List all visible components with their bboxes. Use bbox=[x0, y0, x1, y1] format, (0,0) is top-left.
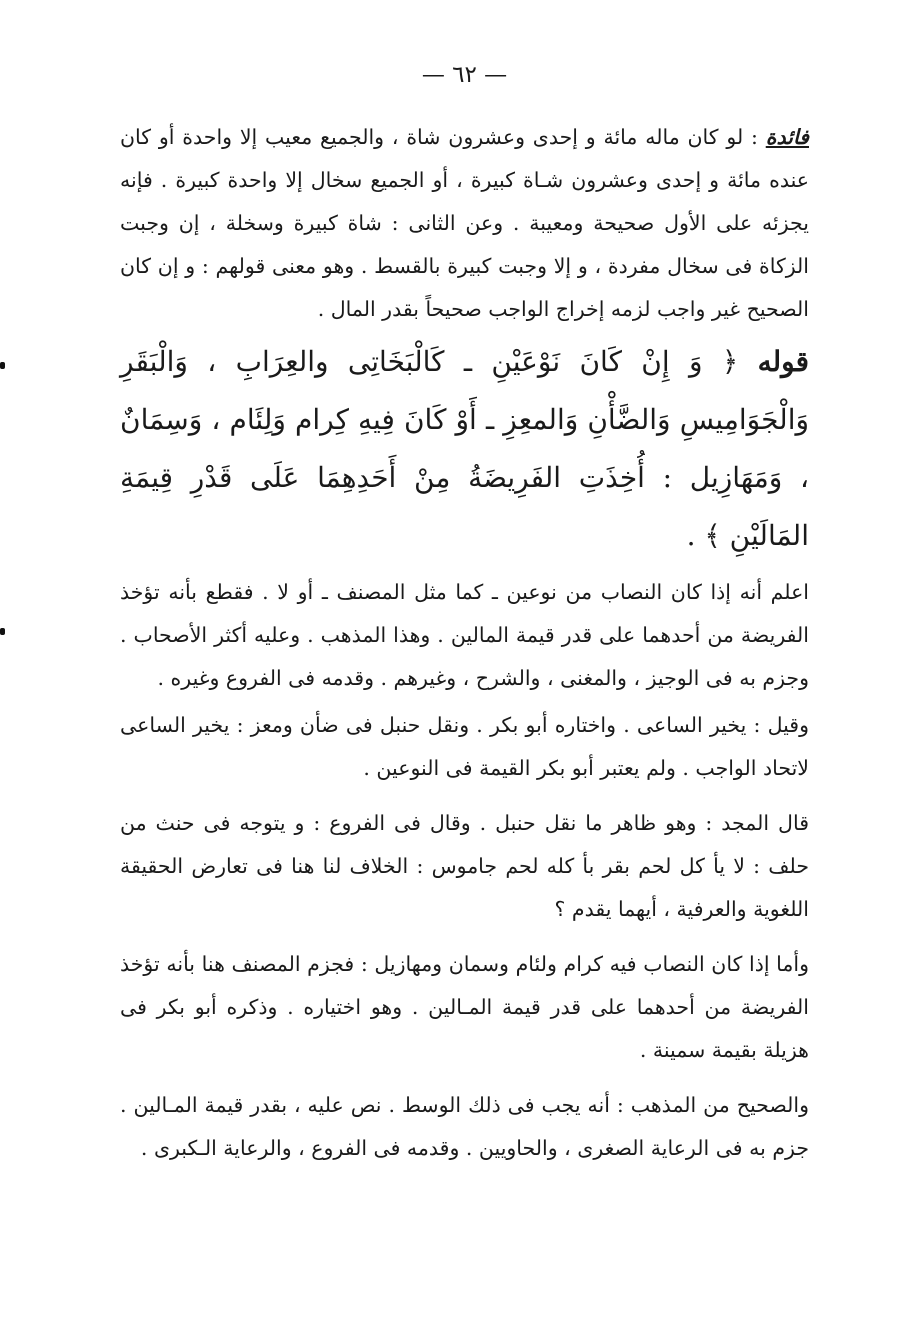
note-paragraph bbox=[120, 116, 809, 331]
body-paragraph-4: وأما إذا كان النصاب فيه كرام ولئام وسمان ومهازيل : فجزم المصنف هنا بأنه تؤخذ الفريضة من أحدهما على قدر قيمة المـالين . وهو اختياره . وذكره أبو بكر فى هزيلة بقيمة سمينة . bbox=[120, 952, 809, 1062]
quoted-matn bbox=[120, 333, 809, 565]
body-paragraph-1: اعلم أنه إذا كان النصاب من نوعين ـ كما مثل المصنف ـ أو لا . فقطع بأنه تؤخذ الفريضة من أحدهما على قدر قيمة المالين . وهذا المذهب . وعليه أكثر الأصحاب . وجزم به فى الوجيز ، والمغنى ، والشرح ، وغيرهم . وقدمه فى الفروع وغيره . bbox=[120, 580, 809, 690]
body-paragraph-3: قال المجد : وهو ظاهر ما نقل حنبل . وقال فى الفروع : و يتوجه فى حنث من حلف : لا يأ كل لحم بقر بأ كله لحم جاموس : الخلاف لنا هنا فى تعارض الحقيقة اللغوية والعرفية ، أيهما يقدم ؟ bbox=[120, 811, 809, 921]
margin-mark-bottom bbox=[0, 628, 5, 635]
body-paragraph-2: وقيل : يخير الساعى . واختاره أبو بكر . ونقل حنبل فى ضأن ومعز : يخير الساعى لاتحاد الواجب . ولم يعتبر أبو بكر القيمة فى النوعين . bbox=[120, 713, 809, 780]
note-lead-word: فائدة bbox=[765, 125, 809, 149]
page-number: — ٦٢ — bbox=[421, 62, 508, 88]
note-text: : لو كان ماله مائة و إحدى وعشرون شاة ، والجميع معيب إلا واحدة أو كان عنده مائة و إحدى وعشرون شـاة كبيرة ، أو الجميع سخال إلا واحدة كبيرة . فإنه يجزئه على الأول صحيحة ومعيبة . وعن الثانى : شاة كبيرة وسخلة ، إن وجبت الزكاة فى سخال مفردة ، و إلا وجبت كبيرة بالقسط . وهو معنى قولهم : و إن كان الصحيح غير واجب لزمه إخراج الواجب صحيحاً بقدر المال . bbox=[120, 125, 809, 321]
body-paragraph-5: والصحيح من المذهب : أنه يجب فى ذلك الوسط . نص عليه ، بقدر قيمة المـالين . جزم به فى الرعاية الصغرى ، والحاويين . وقدمه فى الفروع ، والرعاية الـكبرى . bbox=[120, 1093, 809, 1160]
margin-mark-top bbox=[0, 362, 5, 369]
quote-text: ﴿ وَ إِنْ كَانَ نَوْعَيْنِ ـ كَالْبَخَاتِى والعِرَابِ ، وَالْبَقَرِ وَالْجَوَامِيسِ وَالضَّأْنِ وَالمعِزِ ـ أَوْ كَانَ فِيهِ كِرام وَلِئَام ، وَسِمَانٌ ، وَمَهَازِيل : أُخِذَتِ الفَرِيضَةُ مِنْ أَحَدِهِمَا عَلَى قَدْرِ قِيمَةِ المَالَيْنِ ﴾ . bbox=[120, 345, 809, 552]
quote-lead-word: قوله bbox=[757, 345, 809, 378]
